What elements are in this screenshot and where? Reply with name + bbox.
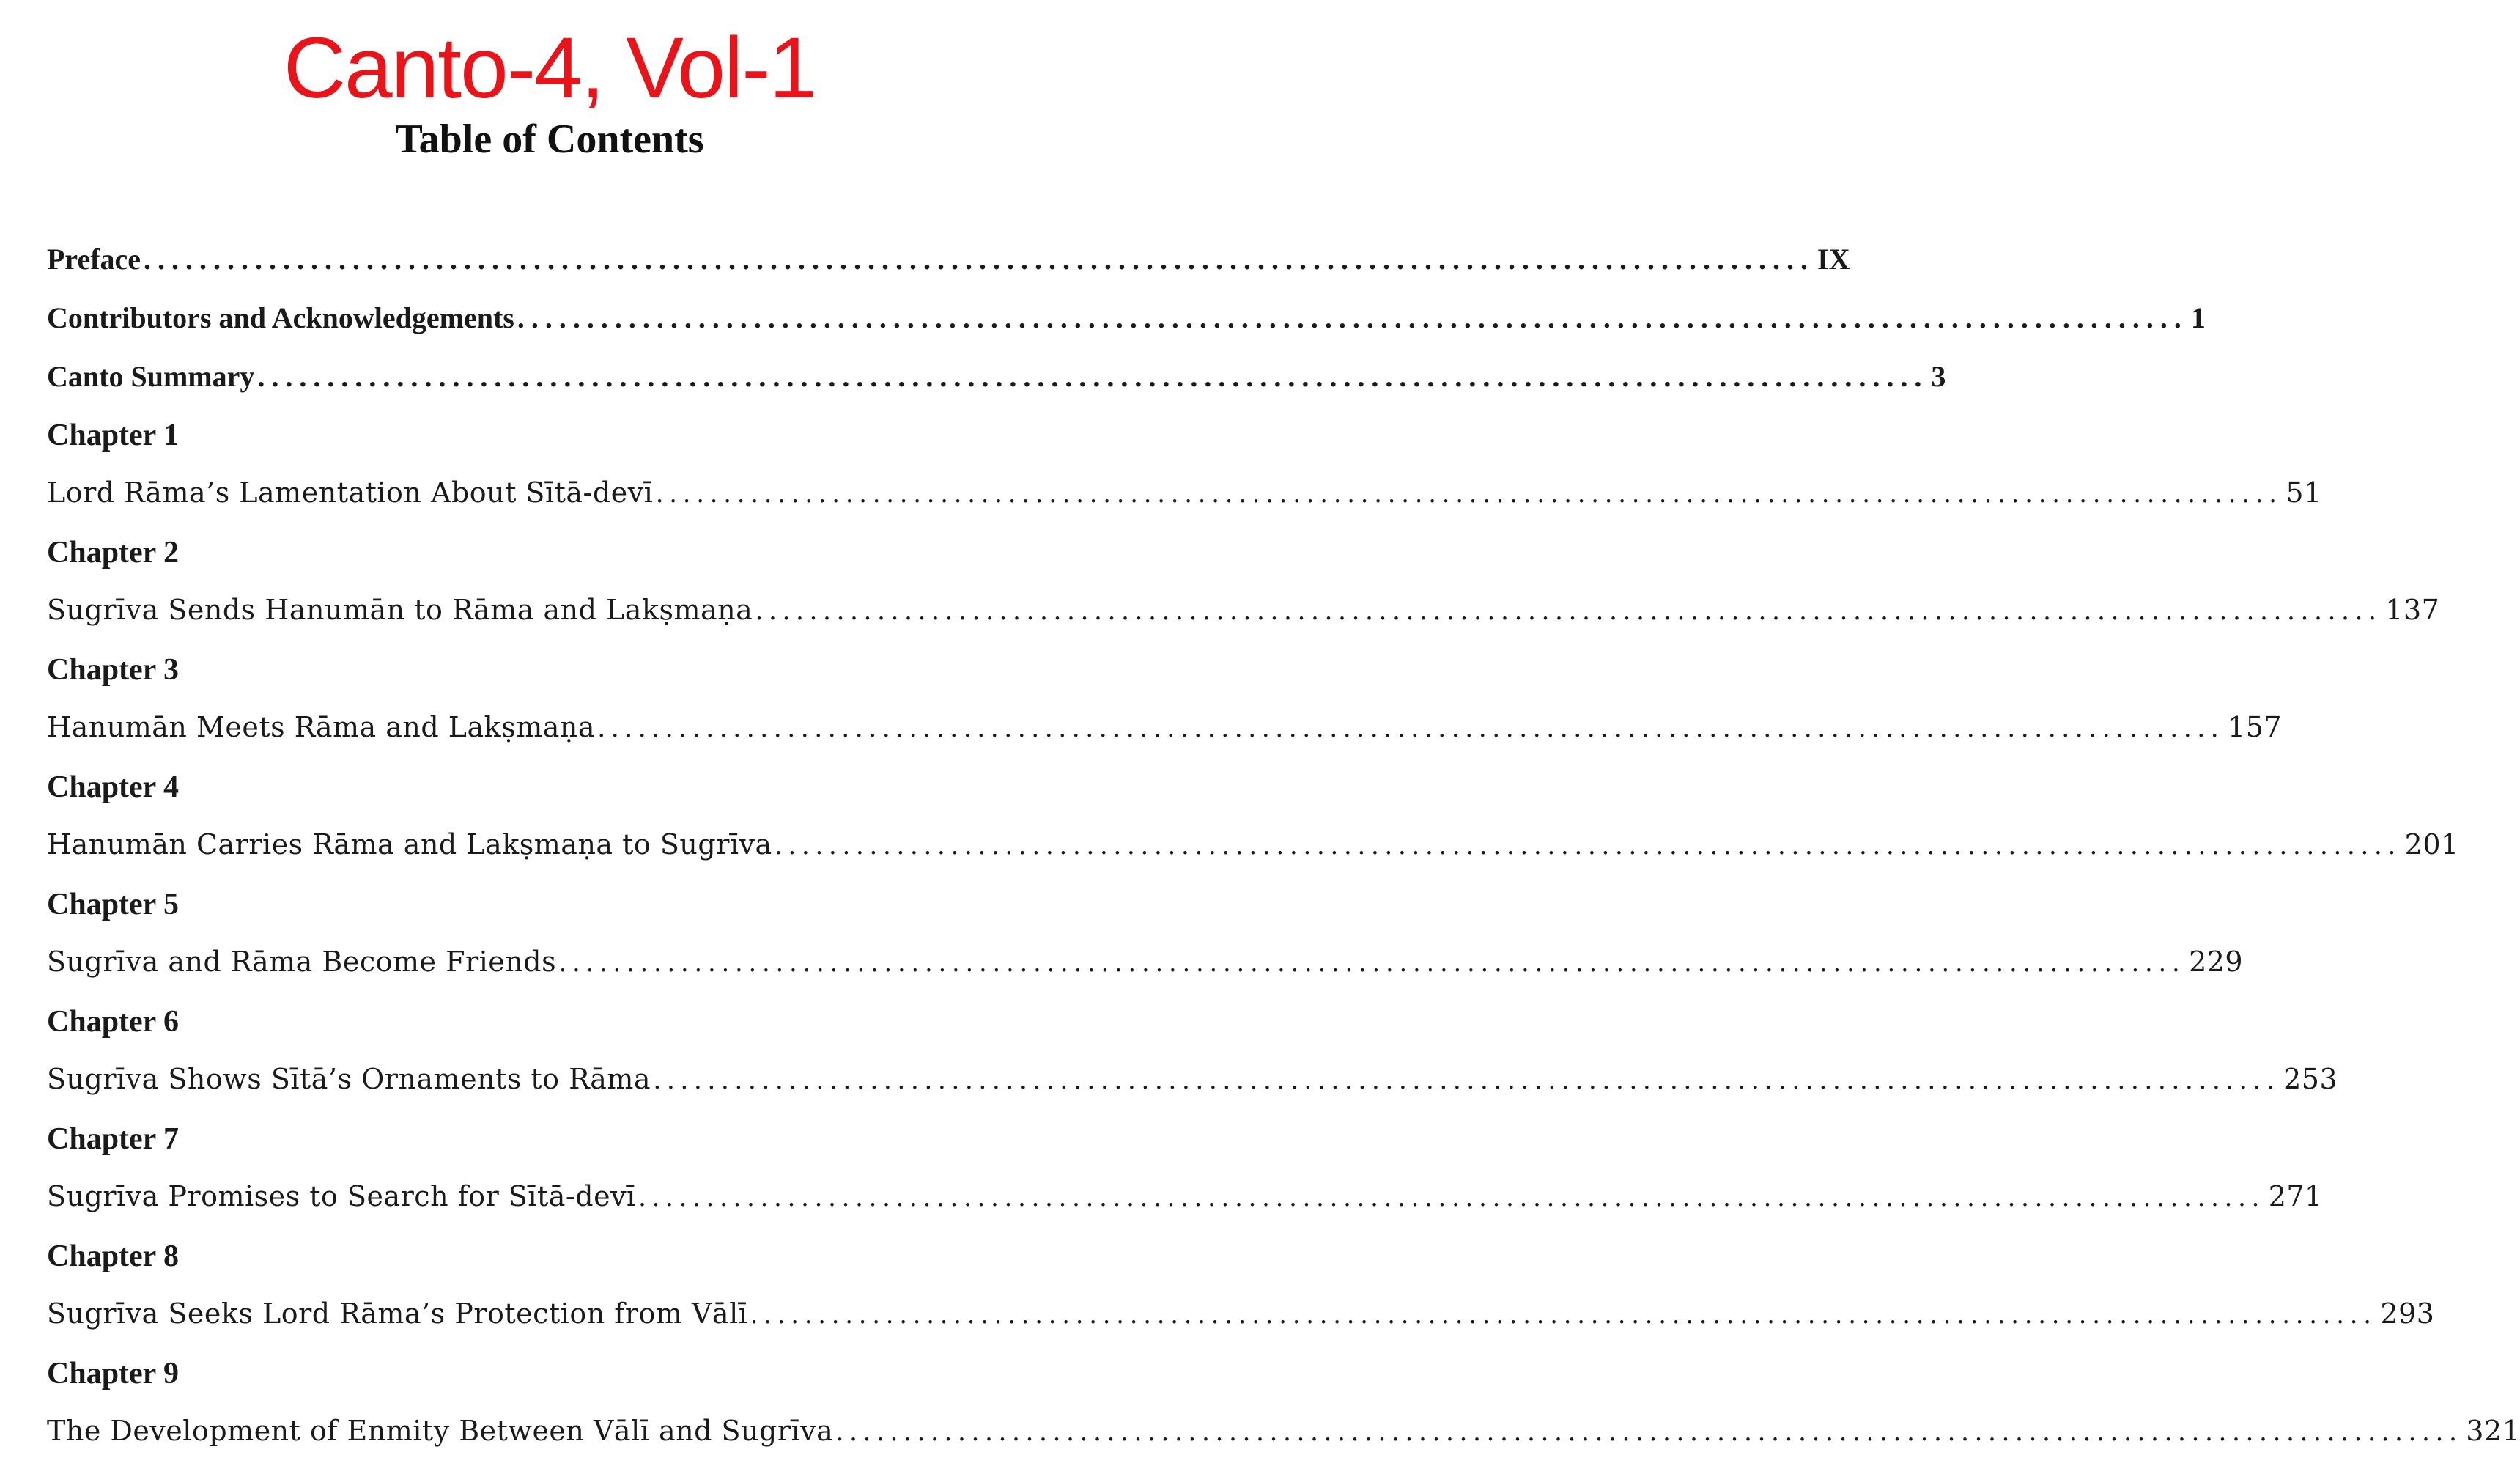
entry-page: 253 <box>2283 1063 2338 1095</box>
chapter-heading: Chapter 8 <box>47 1240 180 1273</box>
dot-leader: ........................................................................................................................ <box>598 712 2225 743</box>
toc-entry-chapter-9 <box>47 1415 2520 1448</box>
entry-page: 137 <box>2385 594 2440 626</box>
entry-label: The Development of Enmity Between Vālī and Sugrīva <box>47 1415 834 1447</box>
toc-entry-chapter-8 <box>47 1297 2435 1330</box>
dot-leader: ........................................................................................................................ <box>638 1182 2266 1212</box>
dot-leader: ........................................................................................................................ <box>654 1064 2281 1095</box>
entry-page: 271 <box>2268 1180 2323 1212</box>
toc-entry-preface <box>47 242 1850 276</box>
toc-entry-chapter-6 <box>47 1063 2338 1096</box>
chapter-heading: Chapter 2 <box>47 536 180 570</box>
dot-leader: ........................................................................................................................ <box>559 947 2187 978</box>
entry-label: Sugrīva Seeks Lord Rāma’s Protection from Vālī <box>47 1297 748 1330</box>
chapter-heading: Chapter 6 <box>47 1005 180 1039</box>
toc-entry-chapter-3 <box>47 711 2283 744</box>
dot-leader: ........................................................................................................................ <box>257 360 1929 393</box>
toc-entry-chapter-1 <box>47 476 2322 509</box>
toc-entry-chapter-5 <box>47 946 2244 979</box>
entry-page: 201 <box>2404 828 2459 861</box>
dot-leader: ........................................................................................................................ <box>775 830 2402 861</box>
chapter-heading: Chapter 1 <box>47 419 180 452</box>
entry-label: Sugrīva Sends Hanumān to Rāma and Lakṣmaṇa <box>47 594 753 626</box>
entry-page: 293 <box>2380 1297 2435 1330</box>
entry-page: 1 <box>2190 301 2206 334</box>
dot-leader: ........................................................................................................................ <box>750 1299 2378 1330</box>
dot-leader: ........................................................................................................................ <box>755 595 2383 626</box>
entry-label: Sugrīva Promises to Search for Sītā-devī <box>47 1180 636 1212</box>
entry-label: Canto Summary <box>47 360 255 393</box>
entry-label: Sugrīva and Rāma Become Friends <box>47 946 557 978</box>
entry-label: Hanumān Meets Rāma and Lakṣmaṇa <box>47 711 596 743</box>
chapter-heading: Chapter 4 <box>47 770 180 804</box>
entry-label: Hanumān Carries Rāma and Lakṣmaṇa to Sugrīva <box>47 828 772 861</box>
toc-heading: Table of Contents <box>395 117 704 162</box>
dot-leader: ........................................................................................................................ <box>144 243 1815 276</box>
chapter-heading: Chapter 7 <box>47 1122 180 1156</box>
dot-leader: ........................................................................................................................ <box>656 478 2283 509</box>
entry-label: Contributors and Acknowledgements <box>47 301 514 334</box>
toc-entry-canto-summary <box>47 359 1946 394</box>
entry-page: 3 <box>1931 360 1946 393</box>
chapter-heading: Chapter 5 <box>47 888 180 921</box>
dot-leader: ........................................................................................................................ <box>836 1416 2464 1447</box>
toc-entry-chapter-4 <box>47 828 2459 861</box>
chapter-heading: Chapter 3 <box>47 653 180 687</box>
toc-entry-chapter-7 <box>47 1180 2323 1213</box>
entry-label: Preface <box>47 243 141 276</box>
entry-page: 229 <box>2189 946 2244 978</box>
entry-label: Sugrīva Shows Sītā’s Ornaments to Rāma <box>47 1063 651 1095</box>
toc-entry-chapter-2 <box>47 594 2440 627</box>
dot-leader: ........................................................................................................................ <box>517 301 2188 334</box>
entry-label: Lord Rāma’s Lamentation About Sītā-devī <box>47 476 654 509</box>
entry-page: 321 <box>2466 1415 2520 1447</box>
chapter-heading: Chapter 9 <box>47 1357 180 1391</box>
entry-page: 157 <box>2228 711 2283 743</box>
document-title: Canto-4, Vol-1 <box>283 20 816 117</box>
entry-page: IX <box>1817 243 1850 276</box>
toc-entry-contributors <box>47 301 2206 335</box>
entry-page: 51 <box>2286 476 2322 509</box>
